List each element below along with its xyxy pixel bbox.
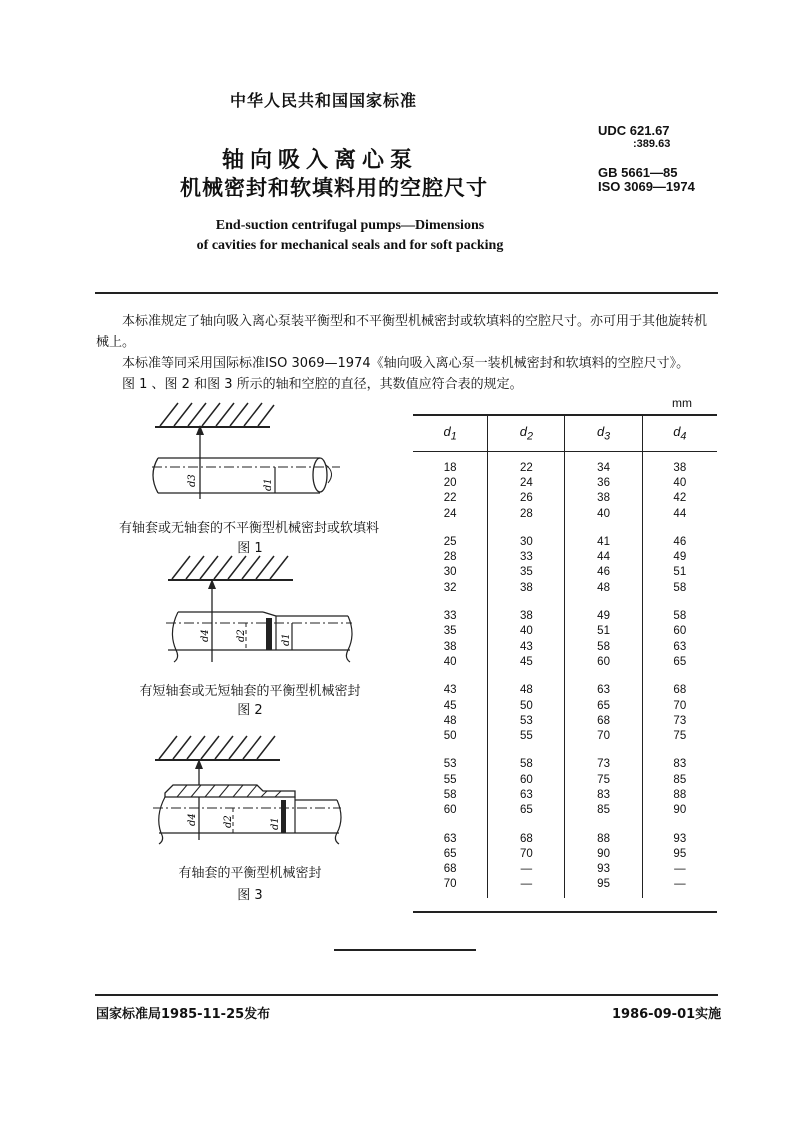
spacer-cell — [565, 892, 642, 898]
table-cell-d2: 53 — [488, 713, 565, 728]
title-en-line1: End-suction centrifugal pumps—Dimensions — [215, 218, 485, 233]
table-row — [413, 565, 717, 580]
table-cell-d3: 51 — [565, 624, 642, 639]
table-cell-d4: 38 — [673, 461, 687, 474]
table-cell-d1: 22 — [413, 491, 488, 506]
table-cell-d2: 33 — [488, 549, 565, 564]
table-cell-d3: 70 — [565, 728, 642, 743]
table-cell-d1: 28 — [413, 549, 488, 564]
spacer-cell — [488, 818, 565, 831]
spacer-cell — [413, 595, 488, 608]
table-cell-d2: 22 — [488, 460, 565, 475]
table-cell-d3: 40 — [565, 506, 642, 521]
table-cell-d1: 65 — [413, 846, 488, 861]
table-row — [413, 475, 717, 490]
spacer-cell — [565, 818, 642, 831]
table-row — [413, 608, 717, 623]
spacer-cell — [488, 452, 565, 461]
table-cell-d2: 35 — [488, 565, 565, 580]
table-cell-d2: 58 — [488, 757, 565, 772]
spacer-cell — [565, 744, 642, 757]
table-cell-d2: 50 — [488, 698, 565, 713]
table-cell-d4: 83 — [673, 758, 687, 771]
dimensions-table — [413, 416, 717, 898]
fig3-d4-label: d4 — [187, 813, 198, 826]
figure-2-caption: 有短轴套或无短轴套的平衡型机械密封 — [139, 684, 361, 699]
fig2-d1-label: d1 — [281, 633, 292, 646]
figure-2-label: 图 2 — [237, 703, 263, 718]
figure-1-caption: 有轴套或无轴套的不平衡型机械密封或软填料 — [118, 521, 379, 536]
table-header-row — [413, 416, 717, 452]
spacer-cell — [642, 892, 717, 898]
table-cell-d1: 30 — [413, 565, 488, 580]
table-cell-d3: 93 — [565, 862, 642, 877]
fig2-d2-label: d2 — [236, 629, 247, 642]
figure-1-diagram — [140, 395, 360, 503]
table-cell-d4: 63 — [673, 640, 687, 653]
table-cell-d1: 68 — [413, 862, 488, 877]
table-row — [413, 713, 717, 728]
table-spacer-row — [413, 744, 717, 757]
table-row — [413, 683, 717, 698]
table-cell-d3: 60 — [565, 654, 642, 669]
figure-1-label: 图 1 — [237, 541, 263, 556]
table-spacer-row — [413, 670, 717, 683]
table-unit: mm — [672, 396, 692, 410]
table-cell-d1: 24 — [413, 506, 488, 521]
spacer-cell — [565, 670, 642, 683]
figure-3-label: 图 3 — [237, 888, 263, 903]
table-cell-d3: 38 — [565, 491, 642, 506]
table-cell-d4: 90 — [673, 804, 687, 817]
header-d3-sub: 3 — [604, 430, 611, 443]
table-cell-d4: 73 — [673, 714, 687, 727]
gb-code: GB 5661—85 — [598, 165, 678, 180]
table-cell-d1: 20 — [413, 475, 488, 490]
table-row — [413, 728, 717, 743]
table-row — [413, 803, 717, 818]
table-cell-d1: 70 — [413, 877, 488, 892]
table-row — [413, 624, 717, 639]
table-cell-d2: 38 — [488, 580, 565, 595]
table-cell-d1: 32 — [413, 580, 488, 595]
issued-date: 国家标准局1985-11-25发布 — [96, 1007, 271, 1022]
table-cell-d2: 60 — [488, 772, 565, 787]
table-row — [413, 506, 717, 521]
table-cell-d2: 65 — [488, 803, 565, 818]
table-row — [413, 580, 717, 595]
spacer-cell — [642, 818, 717, 831]
para-figures: 图 1 、图 2 和图 3 所示的轴和空腔的直径，其数值应符合表的规定。 — [122, 377, 523, 392]
table-cell-d4: 93 — [673, 832, 687, 845]
table-cell-d2: 68 — [488, 831, 565, 846]
header-d1-sub: 1 — [450, 430, 457, 443]
spacer-cell — [488, 595, 565, 608]
table-cell-d4: 49 — [673, 551, 687, 564]
fig3-d2-label: d2 — [223, 815, 234, 828]
table-cell-d3: 63 — [565, 683, 642, 698]
table-cell-d3: 83 — [565, 787, 642, 802]
spacer-cell — [488, 670, 565, 683]
table-cell-d2: 30 — [488, 534, 565, 549]
table-cell-d3: 85 — [565, 803, 642, 818]
iso-code: ISO 3069—1974 — [598, 179, 695, 194]
title-en — [150, 216, 550, 256]
header-d1: $d_1$ — [413, 416, 488, 452]
spacer-cell — [413, 892, 488, 898]
table-cell-d4: 58 — [673, 581, 687, 594]
table-row — [413, 534, 717, 549]
para-iso: 本标准等同采用国际标准ISO 3069—1974《轴向吸入离心泵一装机械密封和软填料的空腔尺寸》。 — [122, 356, 690, 371]
table-cell-d1: 50 — [413, 728, 488, 743]
end-rule — [334, 949, 476, 951]
title-zh-line2: 机械密封和软填料用的空腔尺寸 — [180, 176, 488, 200]
table-cell-d3: 34 — [565, 460, 642, 475]
table-bottom-rule — [413, 911, 717, 913]
spacer-cell — [642, 744, 717, 757]
fig3-d1-label: d1 — [270, 817, 281, 830]
table-cell-d4: 95 — [673, 847, 687, 860]
national-standard-label: 中华人民共和国国家标准 — [230, 91, 418, 110]
header-d3: $d_3$ — [565, 416, 642, 452]
table-cell-d1: 55 — [413, 772, 488, 787]
table-cell-d3: 75 — [565, 772, 642, 787]
table-cell-d2: — — [488, 862, 565, 877]
spacer-cell — [565, 595, 642, 608]
table-cell-d1: 60 — [413, 803, 488, 818]
table-cell-d4: 70 — [673, 699, 687, 712]
table-cell-d3: 48 — [565, 580, 642, 595]
title-en-line2: of cavities for mechanical seals and for soft packing — [196, 238, 504, 253]
table-cell-d3: 46 — [565, 565, 642, 580]
figure-2-diagram — [158, 550, 358, 668]
table-cell-d1: 43 — [413, 683, 488, 698]
table-cell-d2: 45 — [488, 654, 565, 669]
table-row — [413, 846, 717, 861]
table-row — [413, 549, 717, 564]
spacer-cell — [565, 521, 642, 534]
table-cell-d2: 48 — [488, 683, 565, 698]
table-cell-d4: 75 — [673, 730, 687, 743]
table-cell-d2: 63 — [488, 787, 565, 802]
spacer-cell — [413, 452, 488, 461]
table-cell-d2: 55 — [488, 728, 565, 743]
spacer-cell — [413, 818, 488, 831]
header-rule — [95, 292, 718, 294]
spacer-cell — [642, 595, 717, 608]
table-cell-d4: 46 — [673, 535, 687, 548]
table-spacer-row — [413, 452, 717, 461]
table-cell-d1: 58 — [413, 787, 488, 802]
table-row — [413, 862, 717, 877]
figure-3-caption: 有轴套的平衡型机械密封 — [178, 866, 322, 881]
table-row — [413, 757, 717, 772]
table-spacer-row — [413, 892, 717, 898]
table-cell-d2: 24 — [488, 475, 565, 490]
footer-rule — [95, 994, 718, 996]
table-cell-d4: — — [674, 863, 686, 876]
spacer-cell — [488, 744, 565, 757]
spacer-cell — [488, 892, 565, 898]
udc-code: UDC 621.67 — [598, 123, 670, 138]
table-cell-d3: 95 — [565, 877, 642, 892]
table-cell-d4: 68 — [673, 684, 687, 697]
table-cell-d3: 73 — [565, 757, 642, 772]
header-d2: $d_2$ — [488, 416, 565, 452]
title-zh-line1: 轴向吸入离心泵 — [222, 148, 419, 173]
table-cell-d1: 33 — [413, 608, 488, 623]
table-cell-d4: 42 — [673, 492, 687, 505]
table-cell-d1: 35 — [413, 624, 488, 639]
header-d4-sub: 4 — [680, 430, 687, 443]
table-cell-d2: 40 — [488, 624, 565, 639]
udc-code-cont: :389.63 — [633, 138, 671, 150]
table-row — [413, 491, 717, 506]
table-cell-d3: 58 — [565, 639, 642, 654]
table-cell-d4: — — [674, 878, 686, 891]
spacer-cell — [413, 744, 488, 757]
table-row — [413, 654, 717, 669]
table-cell-d4: 88 — [673, 788, 687, 801]
table-cell-d2: 43 — [488, 639, 565, 654]
table-cell-d2: 38 — [488, 608, 565, 623]
table-cell-d4: 58 — [673, 610, 687, 623]
spacer-cell — [488, 521, 565, 534]
table-spacer-row — [413, 521, 717, 534]
table-cell-d1: 25 — [413, 534, 488, 549]
para-scope: 本标准规定了轴向吸入离心泵装平衡型和不平衡型机械密封或软填料的空腔尺寸。亦可用于其他旋转机械上。 — [96, 314, 708, 350]
fig1-d3-label: d3 — [187, 474, 198, 487]
table-cell-d1: 63 — [413, 831, 488, 846]
table-cell-d3: 88 — [565, 831, 642, 846]
table-cell-d3: 65 — [565, 698, 642, 713]
spacer-cell — [642, 452, 717, 461]
header-d2-sub: 2 — [527, 430, 534, 443]
table-cell-d4: 51 — [673, 566, 687, 579]
table-cell-d2: — — [488, 877, 565, 892]
table-row — [413, 698, 717, 713]
table-cell-d2: 28 — [488, 506, 565, 521]
table-cell-d1: 53 — [413, 757, 488, 772]
table-row — [413, 639, 717, 654]
spacer-cell — [413, 670, 488, 683]
table-cell-d3: 68 — [565, 713, 642, 728]
table-spacer-row — [413, 818, 717, 831]
header-d4: $d_4$ — [642, 416, 717, 452]
table-cell-d2: 70 — [488, 846, 565, 861]
table-row — [413, 787, 717, 802]
intro-text — [96, 311, 718, 395]
table-row — [413, 460, 717, 475]
table-cell-d4: 44 — [673, 507, 687, 520]
table-cell-d3: 90 — [565, 846, 642, 861]
table-cell-d3: 44 — [565, 549, 642, 564]
table-cell-d2: 26 — [488, 491, 565, 506]
spacer-cell — [642, 670, 717, 683]
table-row — [413, 877, 717, 892]
table-cell-d4: 60 — [673, 625, 687, 638]
table-body — [413, 452, 717, 899]
table-row — [413, 772, 717, 787]
table-cell-d3: 41 — [565, 534, 642, 549]
effective-date: 1986-09-01实施 — [612, 1007, 722, 1022]
figure-3-diagram — [145, 730, 360, 848]
table-cell-d4: 40 — [673, 476, 687, 489]
table-cell-d1: 38 — [413, 639, 488, 654]
spacer-cell — [413, 521, 488, 534]
table-cell-d4: 85 — [673, 773, 687, 786]
table-cell-d1: 45 — [413, 698, 488, 713]
spacer-cell — [565, 452, 642, 461]
table-cell-d1: 48 — [413, 713, 488, 728]
fig1-d1-label: d1 — [263, 478, 274, 491]
table-cell-d1: 18 — [413, 460, 488, 475]
spacer-cell — [642, 521, 717, 534]
table-cell-d3: 36 — [565, 475, 642, 490]
table-cell-d3: 49 — [565, 608, 642, 623]
table-cell-d1: 40 — [413, 654, 488, 669]
table-spacer-row — [413, 595, 717, 608]
fig2-d4-label: d4 — [200, 629, 211, 642]
table-cell-d4: 65 — [673, 655, 687, 668]
table-row — [413, 831, 717, 846]
